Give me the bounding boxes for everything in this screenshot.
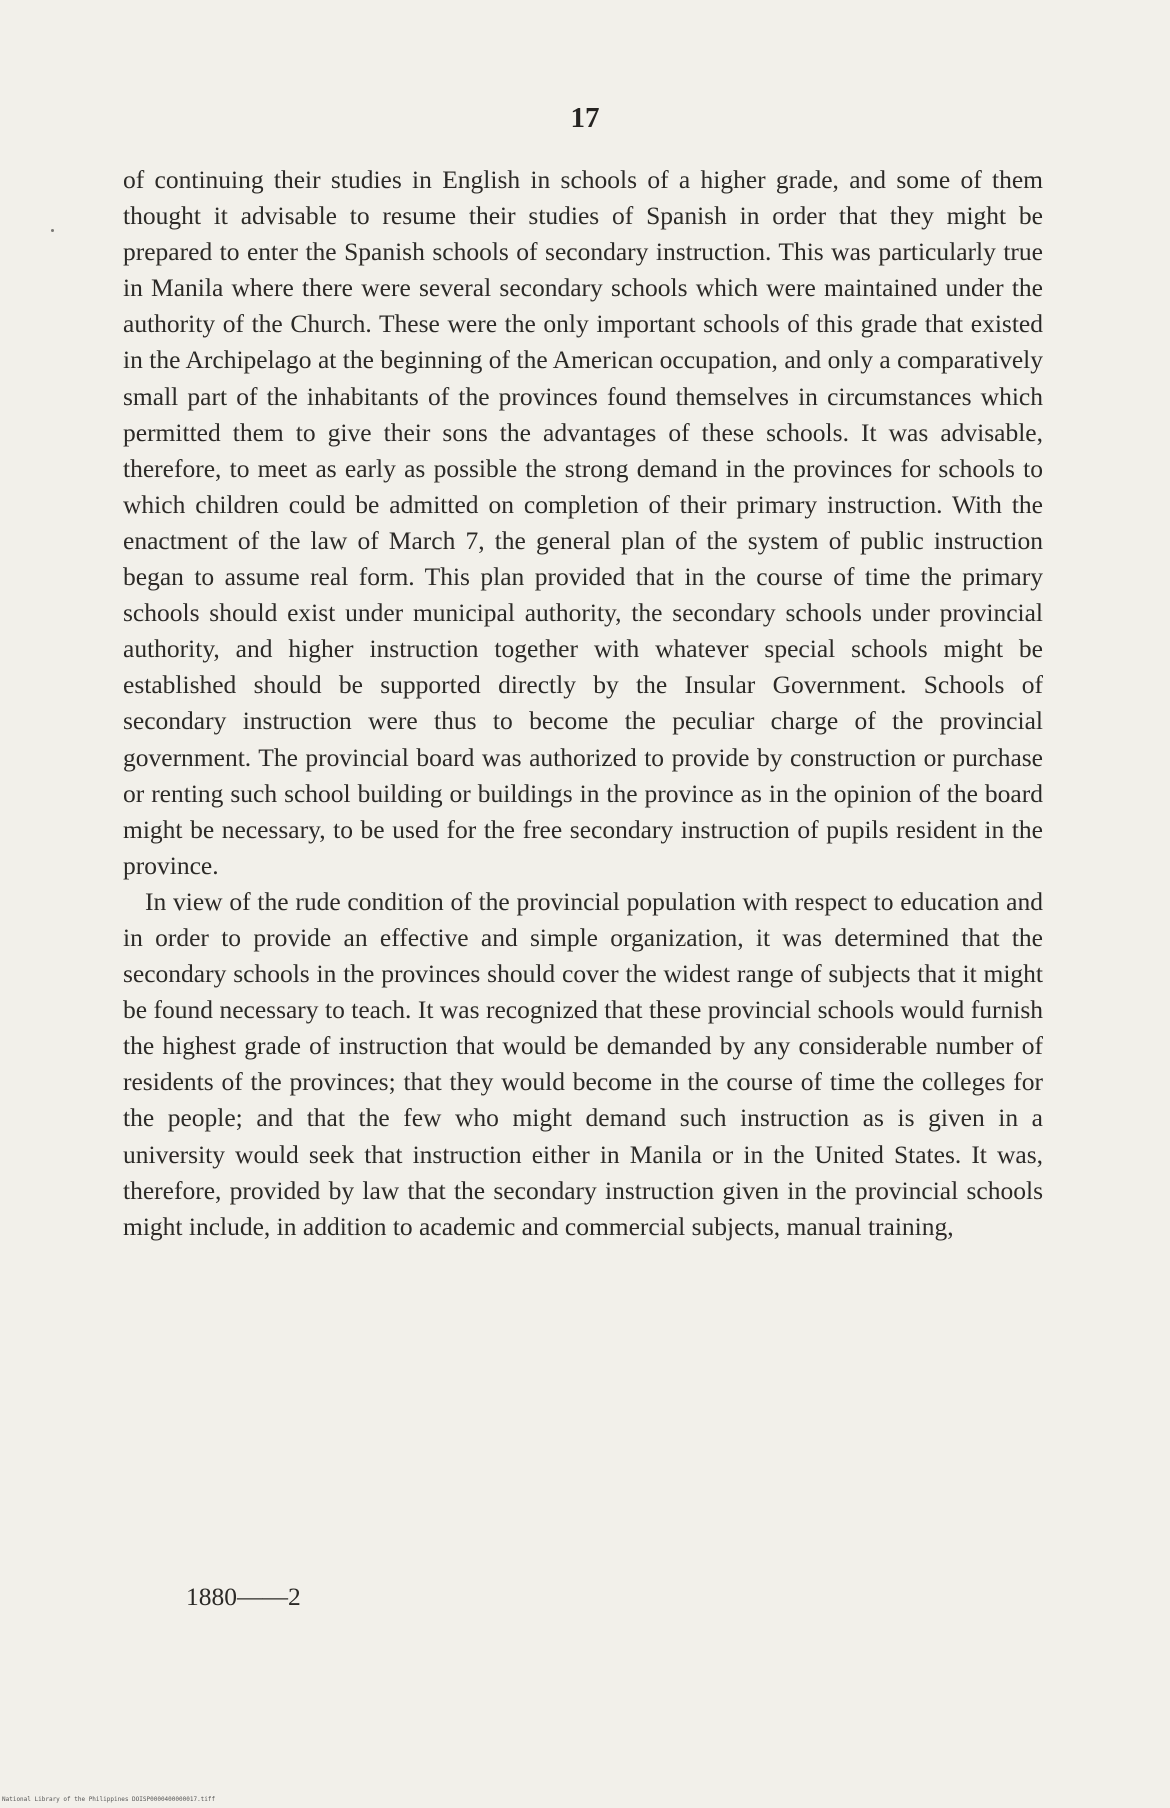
printer-signature-mark: 1880——2 <box>186 1582 301 1611</box>
scan-speck <box>51 229 54 232</box>
body-text <box>123 162 1043 1245</box>
scan-footer-note: National Library of the Philippines DOISP0000400000017.tiff <box>2 1796 216 1803</box>
page-number: 17 <box>570 102 600 134</box>
paragraph-2: In view of the rude condition of the provincial population with respect to education and in order to provide an effective and simple organization, it was determined that the secondary schools in the provinces should cover the widest range of subjects that it might be found necessary to teach. It was recognized that these provincial schools would furnish the highest grade of instruction that would be demanded by any considerable number of residents of the provinces; that they would become in the course of time the colleges for the people; and that the few who might demand such instruction as is given in a university would seek that instruction either in Manila or in the United States. It was, therefore, provided by law that the secondary instruction given in the provincial schools might include, in addition to academic and commercial subjects, manual training, <box>123 886 1043 1241</box>
paragraph-1: of continuing their studies in English in schools of a higher grade, and some of them thought it advisable to resume their studies of Spanish in order that they might be prepared to enter the Spanish schools of secondary instruction. This was particularly true in Manila where there were several secondary schools which were maintained under the authority of the Church. These were the only important schools of this grade that existed in the Archipelago at the beginning of the American occupation, and only a comparatively small part of the inhabitants of the provinces found themselves in circumstances which permitted them to give their sons the advantages of these schools. It was advisable, therefore, to meet as early as possible the strong demand in the provinces for schools to which children could be admitted on completion of their primary instruction. With the enactment of the law of March 7, the general plan of the system of public instruction began to assume real form. This plan provided that in the course of time the primary schools should exist under municipal authority, the secondary schools under provincial authority, and higher instruction together with whatever special schools might be established should be supported directly by the Insular Government. Schools of secondary instruction were thus to become the peculiar charge of the provincial government. The provincial board was authorized to provide by construction or purchase or renting such school building or buildings in the province as in the opinion of the board might be necessary, to be used for the free secondary instruction of pupils resident in the province. <box>123 165 1043 880</box>
